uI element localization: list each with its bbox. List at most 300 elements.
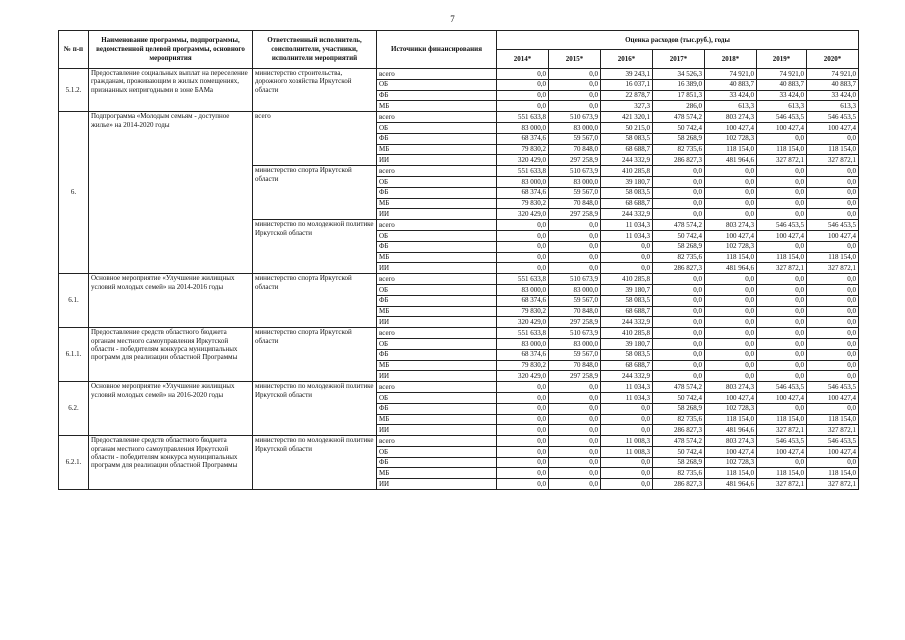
amount-cell: 0,0 — [705, 187, 757, 198]
amount-cell: 0,0 — [653, 176, 705, 187]
amount-cell: 83 000,0 — [549, 176, 601, 187]
amount-cell: 58 268,9 — [653, 241, 705, 252]
amount-cell: 79 830,2 — [497, 144, 549, 155]
funding-source: всего — [377, 112, 497, 123]
amount-cell: 0,0 — [549, 468, 601, 479]
amount-cell: 118 154,0 — [807, 414, 859, 425]
amount-cell: 551 633,8 — [497, 112, 549, 123]
funding-source: ИИ — [377, 317, 497, 328]
amount-cell: 0,0 — [653, 274, 705, 285]
amount-cell: 102 728,3 — [705, 133, 757, 144]
amount-cell: 0,0 — [757, 209, 807, 220]
amount-cell: 0,0 — [705, 317, 757, 328]
amount-cell: 546 453,5 — [757, 436, 807, 447]
amount-cell: 0,0 — [705, 371, 757, 382]
amount-cell: 100 427,4 — [705, 392, 757, 403]
amount-cell: 59 567,0 — [549, 295, 601, 306]
funding-source: ИИ — [377, 425, 497, 436]
amount-cell: 481 964,6 — [705, 155, 757, 166]
amount-cell: 74 921,0 — [757, 69, 807, 80]
amount-cell: 297 258,9 — [549, 155, 601, 166]
amount-cell: 58 083,5 — [601, 349, 653, 360]
amount-cell: 0,0 — [807, 284, 859, 295]
amount-cell: 0,0 — [653, 371, 705, 382]
amount-cell: 0,0 — [705, 198, 757, 209]
amount-cell: 510 673,9 — [549, 328, 601, 339]
row-code: 5.1.2. — [59, 69, 89, 112]
amount-cell: 74 921,0 — [807, 69, 859, 80]
funding-source: ФБ — [377, 457, 497, 468]
amount-cell: 0,0 — [549, 263, 601, 274]
amount-cell: 478 574,2 — [653, 220, 705, 231]
amount-cell: 0,0 — [807, 457, 859, 468]
header-name: Наименование программы, подпрограммы, ведомственной целевой программы, основного мероприятия — [89, 31, 253, 69]
amount-cell: 33 424,0 — [807, 90, 859, 101]
amount-cell: 58 083,5 — [601, 187, 653, 198]
amount-cell: 0,0 — [601, 263, 653, 274]
program-name: Основное мероприятие «Улучшение жилищных условий молодых семей» на 2016-2020 годы — [89, 382, 253, 436]
amount-cell: 100 427,4 — [757, 446, 807, 457]
amount-cell: 68 374,6 — [497, 133, 549, 144]
amount-cell: 286,0 — [653, 101, 705, 112]
amount-cell: 0,0 — [653, 284, 705, 295]
amount-cell: 0,0 — [757, 317, 807, 328]
amount-cell: 0,0 — [705, 360, 757, 371]
amount-cell: 0,0 — [757, 284, 807, 295]
amount-cell: 0,0 — [601, 414, 653, 425]
amount-cell: 83 000,0 — [549, 284, 601, 295]
amount-cell: 286 827,3 — [653, 425, 705, 436]
amount-cell: 70 848,0 — [549, 144, 601, 155]
amount-cell: 0,0 — [705, 176, 757, 187]
amount-cell: 0,0 — [705, 338, 757, 349]
amount-cell: 59 567,0 — [549, 133, 601, 144]
amount-cell: 0,0 — [807, 306, 859, 317]
page-number: 7 — [450, 14, 455, 24]
amount-cell: 613,3 — [757, 101, 807, 112]
amount-cell: 320 429,0 — [497, 371, 549, 382]
header-estimate: Оценка расходов (тыс.руб.), годы — [497, 31, 859, 50]
amount-cell: 546 453,5 — [807, 382, 859, 393]
amount-cell: 0,0 — [497, 446, 549, 457]
amount-cell: 0,0 — [549, 457, 601, 468]
amount-cell: 410 285,8 — [601, 166, 653, 177]
amount-cell: 0,0 — [705, 295, 757, 306]
amount-cell: 58 083,5 — [601, 295, 653, 306]
amount-cell: 0,0 — [549, 392, 601, 403]
amount-cell: 40 883,7 — [807, 79, 859, 90]
amount-cell: 0,0 — [705, 306, 757, 317]
amount-cell: 118 154,0 — [807, 468, 859, 479]
amount-cell: 118 154,0 — [757, 414, 807, 425]
amount-cell: 50 215,0 — [601, 122, 653, 133]
amount-cell: 0,0 — [705, 209, 757, 220]
amount-cell: 0,0 — [757, 306, 807, 317]
amount-cell: 118 154,0 — [757, 144, 807, 155]
amount-cell: 82 735,6 — [653, 414, 705, 425]
amount-cell: 0,0 — [807, 241, 859, 252]
amount-cell: 68 688,7 — [601, 144, 653, 155]
program-name: Предоставление средств областного бюджета органам местного самоуправления Иркутской области - победителям конкурса муниципальных программ для реализации областной Программы — [89, 436, 253, 490]
executor-name: министерство строительства, дорожного хозяйства Иркутской области — [253, 69, 377, 112]
amount-cell: 118 154,0 — [757, 252, 807, 263]
funding-source: МБ — [377, 101, 497, 112]
amount-cell: 0,0 — [549, 252, 601, 263]
amount-cell: 546 453,5 — [807, 220, 859, 231]
amount-cell: 327 872,1 — [757, 155, 807, 166]
row-code: 6.1. — [59, 274, 89, 328]
amount-cell: 803 274,3 — [705, 220, 757, 231]
executor-name: министерство спорта Иркутской области — [253, 166, 377, 220]
amount-cell: 0,0 — [705, 349, 757, 360]
amount-cell: 33 424,0 — [705, 90, 757, 101]
amount-cell: 327 872,1 — [757, 425, 807, 436]
amount-cell: 320 429,0 — [497, 209, 549, 220]
funding-source: всего — [377, 328, 497, 339]
amount-cell: 327,3 — [601, 101, 653, 112]
amount-cell: 803 274,3 — [705, 112, 757, 123]
amount-cell: 0,0 — [653, 328, 705, 339]
amount-cell: 803 274,3 — [705, 436, 757, 447]
amount-cell: 59 567,0 — [549, 349, 601, 360]
executor-name: всего — [253, 112, 377, 166]
amount-cell: 83 000,0 — [497, 122, 549, 133]
amount-cell: 100 427,4 — [807, 446, 859, 457]
amount-cell: 0,0 — [757, 198, 807, 209]
amount-cell: 0,0 — [497, 436, 549, 447]
amount-cell: 118 154,0 — [705, 252, 757, 263]
amount-cell: 0,0 — [497, 101, 549, 112]
amount-cell: 58 268,9 — [653, 133, 705, 144]
row-code: 6. — [59, 112, 89, 274]
amount-cell: 0,0 — [601, 252, 653, 263]
table-body — [59, 69, 859, 490]
funding-source: ОБ — [377, 446, 497, 457]
amount-cell: 0,0 — [807, 209, 859, 220]
amount-cell: 0,0 — [549, 101, 601, 112]
amount-cell: 551 633,8 — [497, 166, 549, 177]
amount-cell: 11 034,3 — [601, 392, 653, 403]
table-row — [59, 382, 859, 393]
amount-cell: 0,0 — [497, 468, 549, 479]
header-year: 2019* — [757, 50, 807, 69]
header-year: 2014* — [497, 50, 549, 69]
amount-cell: 70 848,0 — [549, 360, 601, 371]
amount-cell: 0,0 — [705, 274, 757, 285]
amount-cell: 297 258,9 — [549, 317, 601, 328]
amount-cell: 50 742,4 — [653, 122, 705, 133]
amount-cell: 0,0 — [653, 295, 705, 306]
amount-cell: 50 742,4 — [653, 230, 705, 241]
amount-cell: 0,0 — [757, 274, 807, 285]
amount-cell: 0,0 — [601, 425, 653, 436]
amount-cell: 0,0 — [757, 457, 807, 468]
header-year: 2018* — [705, 50, 757, 69]
amount-cell: 79 830,2 — [497, 360, 549, 371]
amount-cell: 100 427,4 — [807, 122, 859, 133]
amount-cell: 0,0 — [807, 328, 859, 339]
amount-cell: 34 526,3 — [653, 69, 705, 80]
amount-cell: 74 921,0 — [705, 69, 757, 80]
amount-cell: 546 453,5 — [757, 382, 807, 393]
amount-cell: 118 154,0 — [705, 414, 757, 425]
amount-cell: 286 827,3 — [653, 155, 705, 166]
funding-source: ОБ — [377, 284, 497, 295]
funding-source: ИИ — [377, 155, 497, 166]
amount-cell: 100 427,4 — [807, 230, 859, 241]
funding-source: ИИ — [377, 209, 497, 220]
amount-cell: 244 332,9 — [601, 371, 653, 382]
amount-cell: 0,0 — [497, 457, 549, 468]
amount-cell: 0,0 — [549, 446, 601, 457]
table-row — [59, 112, 859, 123]
amount-cell: 0,0 — [601, 457, 653, 468]
amount-cell: 0,0 — [807, 187, 859, 198]
amount-cell: 39 243,1 — [601, 69, 653, 80]
amount-cell: 0,0 — [653, 187, 705, 198]
amount-cell: 100 427,4 — [705, 230, 757, 241]
amount-cell: 0,0 — [497, 230, 549, 241]
amount-cell: 118 154,0 — [705, 468, 757, 479]
amount-cell: 0,0 — [601, 241, 653, 252]
funding-source: ИИ — [377, 479, 497, 490]
amount-cell: 0,0 — [549, 90, 601, 101]
program-name: Предоставление средств областного бюджета органам местного самоуправления Иркутской области - победителям конкурса муниципальных программ для реализации областной Программы — [89, 328, 253, 382]
amount-cell: 0,0 — [653, 338, 705, 349]
amount-cell: 33 424,0 — [757, 90, 807, 101]
amount-cell: 0,0 — [757, 360, 807, 371]
amount-cell: 0,0 — [497, 382, 549, 393]
funding-source: ФБ — [377, 90, 497, 101]
amount-cell: 481 964,6 — [705, 479, 757, 490]
funding-source: МБ — [377, 414, 497, 425]
amount-cell: 481 964,6 — [705, 263, 757, 274]
amount-cell: 481 964,6 — [705, 425, 757, 436]
amount-cell: 0,0 — [653, 198, 705, 209]
amount-cell: 100 427,4 — [757, 122, 807, 133]
amount-cell: 510 673,9 — [549, 112, 601, 123]
amount-cell: 0,0 — [807, 403, 859, 414]
amount-cell: 118 154,0 — [705, 144, 757, 155]
amount-cell: 68 374,6 — [497, 187, 549, 198]
amount-cell: 510 673,9 — [549, 274, 601, 285]
funding-source: МБ — [377, 360, 497, 371]
amount-cell: 327 872,1 — [807, 479, 859, 490]
amount-cell: 286 827,3 — [653, 263, 705, 274]
amount-cell: 70 848,0 — [549, 198, 601, 209]
amount-cell: 0,0 — [549, 220, 601, 231]
amount-cell: 0,0 — [653, 349, 705, 360]
amount-cell: 0,0 — [497, 479, 549, 490]
amount-cell: 118 154,0 — [807, 252, 859, 263]
funding-source: МБ — [377, 144, 497, 155]
funding-source: ИИ — [377, 263, 497, 274]
amount-cell: 0,0 — [653, 209, 705, 220]
amount-cell: 0,0 — [757, 295, 807, 306]
amount-cell: 40 883,7 — [757, 79, 807, 90]
amount-cell: 244 332,9 — [601, 209, 653, 220]
amount-cell: 0,0 — [549, 241, 601, 252]
amount-cell: 11 034,3 — [601, 220, 653, 231]
amount-cell: 39 180,7 — [601, 338, 653, 349]
amount-cell: 0,0 — [757, 241, 807, 252]
program-name: Подпрограмма «Молодым семьям - доступное жилье» на 2014-2020 годы — [89, 112, 253, 274]
amount-cell: 11 008,3 — [601, 446, 653, 457]
amount-cell: 0,0 — [807, 198, 859, 209]
amount-cell: 100 427,4 — [757, 230, 807, 241]
funding-source: МБ — [377, 306, 497, 317]
amount-cell: 244 332,9 — [601, 155, 653, 166]
amount-cell: 410 285,8 — [601, 274, 653, 285]
amount-cell: 83 000,0 — [549, 122, 601, 133]
amount-cell: 410 285,8 — [601, 328, 653, 339]
amount-cell: 118 154,0 — [807, 144, 859, 155]
amount-cell: 551 633,8 — [497, 328, 549, 339]
amount-cell: 510 673,9 — [549, 166, 601, 177]
header-executor: Ответственный исполнитель, соисполнители, участники, исполнители мероприятий — [253, 31, 377, 69]
amount-cell: 478 574,2 — [653, 382, 705, 393]
amount-cell: 68 688,7 — [601, 360, 653, 371]
amount-cell: 0,0 — [497, 425, 549, 436]
funding-source: ФБ — [377, 295, 497, 306]
funding-source: ОБ — [377, 392, 497, 403]
amount-cell: 100 427,4 — [705, 446, 757, 457]
row-code: 6.1.1. — [59, 328, 89, 382]
funding-source: ИИ — [377, 371, 497, 382]
amount-cell: 16 389,0 — [653, 79, 705, 90]
executor-name: министерство спорта Иркутской области — [253, 274, 377, 328]
amount-cell: 70 848,0 — [549, 306, 601, 317]
funding-source: МБ — [377, 468, 497, 479]
amount-cell: 0,0 — [497, 414, 549, 425]
amount-cell: 68 688,7 — [601, 306, 653, 317]
funding-source: ФБ — [377, 403, 497, 414]
executor-name: министерство по молодежной политике Иркутской области — [253, 220, 377, 274]
executor-name: министерство по молодежной политике Иркутской области — [253, 436, 377, 490]
amount-cell: 327 872,1 — [807, 263, 859, 274]
program-name: Предоставление социальных выплат на переселение гражданам, проживающим в жилых помещениях, признанных непригодными в зоне БАМа — [89, 69, 253, 112]
amount-cell: 50 742,4 — [653, 446, 705, 457]
amount-cell: 613,3 — [807, 101, 859, 112]
budget-table — [58, 30, 859, 490]
amount-cell: 68 374,6 — [497, 349, 549, 360]
amount-cell: 83 000,0 — [497, 284, 549, 295]
funding-source: всего — [377, 69, 497, 80]
amount-cell: 0,0 — [653, 166, 705, 177]
program-name: Основное мероприятие «Улучшение жилищных условий молодых семей» на 2014-2016 годы — [89, 274, 253, 328]
amount-cell: 79 830,2 — [497, 198, 549, 209]
amount-cell: 320 429,0 — [497, 317, 549, 328]
funding-source: всего — [377, 436, 497, 447]
amount-cell: 327 872,1 — [807, 425, 859, 436]
amount-cell: 0,0 — [497, 403, 549, 414]
amount-cell: 0,0 — [807, 360, 859, 371]
amount-cell: 39 180,7 — [601, 176, 653, 187]
amount-cell: 58 083,5 — [601, 133, 653, 144]
amount-cell: 17 851,3 — [653, 90, 705, 101]
amount-cell: 320 429,0 — [497, 155, 549, 166]
amount-cell: 327 872,1 — [807, 155, 859, 166]
amount-cell: 0,0 — [757, 166, 807, 177]
header-year: 2017* — [653, 50, 705, 69]
amount-cell: 546 453,5 — [757, 220, 807, 231]
amount-cell: 0,0 — [497, 69, 549, 80]
amount-cell: 102 728,3 — [705, 457, 757, 468]
amount-cell: 0,0 — [549, 69, 601, 80]
amount-cell: 102 728,3 — [705, 241, 757, 252]
funding-source: МБ — [377, 252, 497, 263]
funding-source: МБ — [377, 198, 497, 209]
amount-cell: 58 268,9 — [653, 403, 705, 414]
amount-cell: 0,0 — [705, 328, 757, 339]
amount-cell: 82 735,6 — [653, 468, 705, 479]
executor-name: министерство спорта Иркутской области — [253, 328, 377, 382]
amount-cell: 0,0 — [653, 317, 705, 328]
amount-cell: 0,0 — [497, 241, 549, 252]
amount-cell: 0,0 — [757, 349, 807, 360]
amount-cell: 59 567,0 — [549, 187, 601, 198]
amount-cell: 11 034,3 — [601, 230, 653, 241]
header-year: 2020* — [807, 50, 859, 69]
amount-cell: 297 258,9 — [549, 209, 601, 220]
row-code: 6.2.1. — [59, 436, 89, 490]
funding-source: ОБ — [377, 338, 497, 349]
amount-cell: 0,0 — [807, 338, 859, 349]
amount-cell: 39 180,7 — [601, 284, 653, 295]
amount-cell: 118 154,0 — [757, 468, 807, 479]
amount-cell: 546 453,5 — [807, 436, 859, 447]
amount-cell: 0,0 — [497, 392, 549, 403]
amount-cell: 0,0 — [807, 371, 859, 382]
funding-source: ФБ — [377, 349, 497, 360]
amount-cell: 0,0 — [549, 414, 601, 425]
amount-cell: 0,0 — [601, 403, 653, 414]
table-row — [59, 69, 859, 80]
amount-cell: 0,0 — [757, 371, 807, 382]
executor-name: министерство по молодежной политике Иркутской области — [253, 382, 377, 436]
amount-cell: 0,0 — [497, 90, 549, 101]
amount-cell: 0,0 — [757, 328, 807, 339]
amount-cell: 327 872,1 — [757, 263, 807, 274]
amount-cell: 82 735,6 — [653, 252, 705, 263]
amount-cell: 803 274,3 — [705, 382, 757, 393]
amount-cell: 102 728,3 — [705, 403, 757, 414]
amount-cell: 0,0 — [757, 133, 807, 144]
funding-source: ОБ — [377, 176, 497, 187]
amount-cell: 100 427,4 — [705, 122, 757, 133]
funding-source: всего — [377, 220, 497, 231]
amount-cell: 0,0 — [757, 187, 807, 198]
amount-cell: 0,0 — [705, 284, 757, 295]
amount-cell: 0,0 — [549, 479, 601, 490]
amount-cell: 244 332,9 — [601, 317, 653, 328]
amount-cell: 50 742,4 — [653, 392, 705, 403]
amount-cell: 0,0 — [497, 252, 549, 263]
table-row — [59, 436, 859, 447]
amount-cell: 0,0 — [549, 436, 601, 447]
amount-cell: 79 830,2 — [497, 306, 549, 317]
amount-cell: 82 735,6 — [653, 144, 705, 155]
amount-cell: 0,0 — [757, 338, 807, 349]
amount-cell: 0,0 — [807, 133, 859, 144]
amount-cell: 0,0 — [807, 176, 859, 187]
amount-cell: 0,0 — [653, 360, 705, 371]
amount-cell: 0,0 — [549, 425, 601, 436]
table-header — [59, 31, 859, 69]
amount-cell: 68 688,7 — [601, 198, 653, 209]
amount-cell: 0,0 — [757, 176, 807, 187]
amount-cell: 0,0 — [757, 403, 807, 414]
